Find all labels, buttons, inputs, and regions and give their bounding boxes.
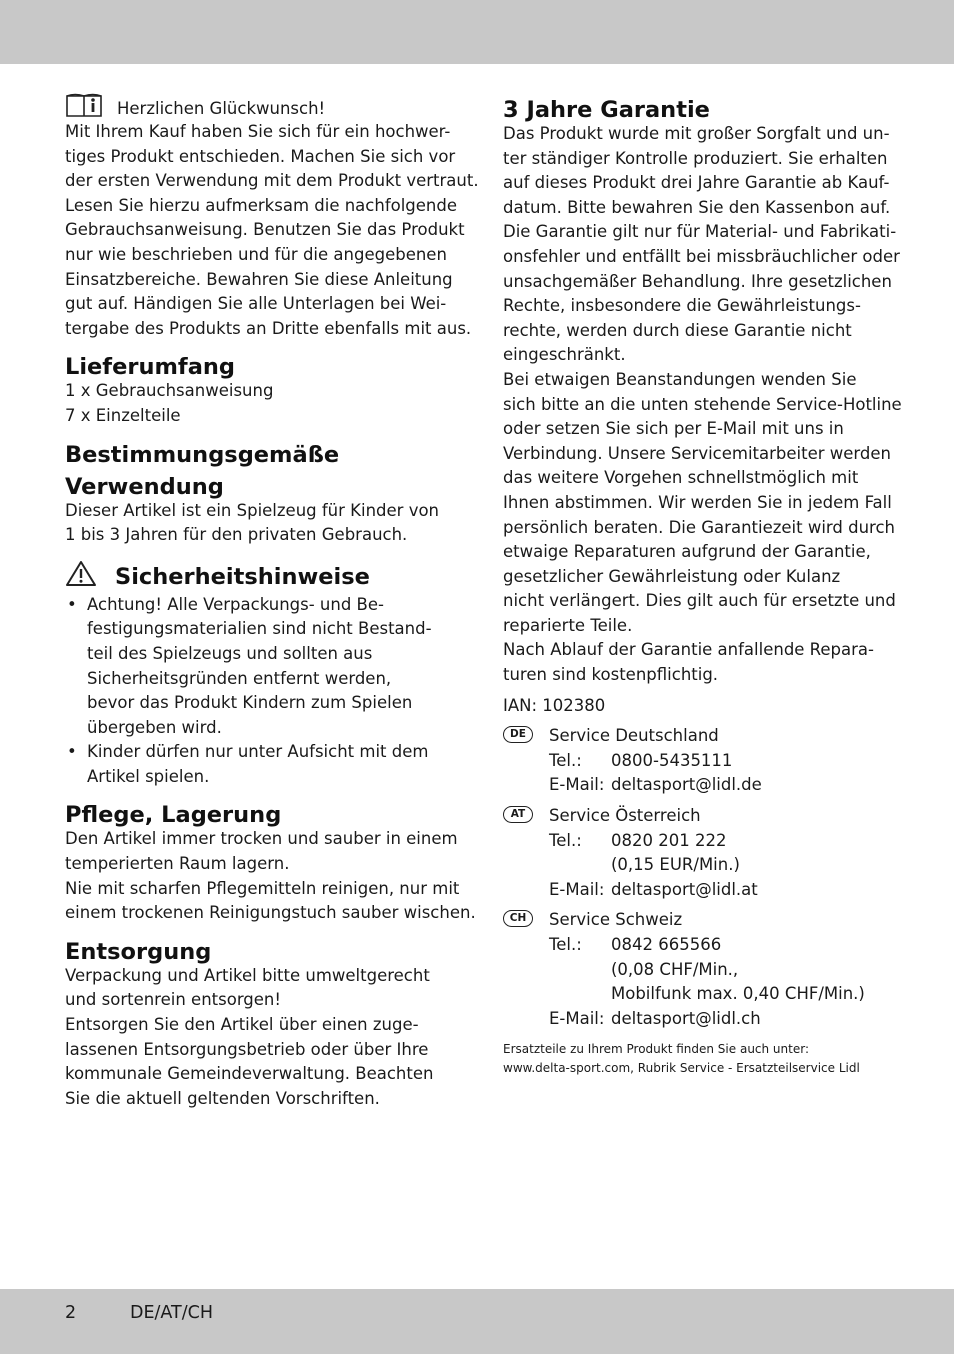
service-phone-rate: (0,08 CHF/Min., <box>611 959 739 979</box>
flag-at-icon: AT <box>503 806 533 823</box>
language-code: DE/AT/CH <box>130 1303 214 1323</box>
ian-number: IAN: 102380 <box>503 695 606 715</box>
right-column <box>503 94 903 1078</box>
lieferumfang-item: 7 x Einzelteile <box>65 405 181 425</box>
garantie-text: Das Produkt wurde mit großer Sorgfalt und un- ter ständiger Kontrolle produziert. Sie erhalten auf dieses Produkt drei Jahre Garantie ab Kauf- datum. Bitte bewahren Sie den Kassenbon auf. Die Garantie gilt nur für Material- und Fabrikati- onsfehler und entfällt bei missbräuchlicher oder unsachgemäßer Behandlung. Ihre gesetzlichen Rechte, insbesondere die Gewährleistungs- rechte, werden durch diese Garantie nicht eingeschränkt. Bei etwaigen Beanstandungen wenden Sie sich bitte an die unten stehende Service-Hotline oder setzen Sie sich per E-Mail mit uns in Verbindung. Unsere Servicemitarbeiter werden das weitere Vorgehen schnellstmöglich mit Ihnen abstimmen. Wir werden Sie in jedem Fall persönlich beraten. Die Garantiezeit wird durch etwaige Reparaturen aufgrund der Garantie, gesetzlicher Gewährleistung oder Kulanz nicht verlängert. Dies gilt auch für ersetzte und reparierte Teile. Nach Ablauf der Garantie anfallende Repara- turen sind kostenpflichtig. <box>503 124 902 685</box>
safety-bullet: • Kinder dürfen nur unter Aufsicht mit dem Artikel spielen. <box>65 740 460 789</box>
garantie-heading: 3 Jahre Garantie <box>503 97 710 123</box>
intro-section <box>65 92 479 341</box>
service-phone-rate: Mobilfunk max. 0,40 CHF/Min.) <box>611 984 865 1004</box>
header-band <box>0 0 954 64</box>
left-column <box>65 92 479 1111</box>
service-phone-rate: (0,15 EUR/Min.) <box>611 855 740 875</box>
ersatzteile-note: Ersatzteile zu Ihrem Produkt finden Sie auch unter: www.delta-sport.com, Rubrik Service - Ersatzteilservice Lidl <box>503 1042 860 1076</box>
bestimmung-heading: Bestimmungsgemäße Verwendung <box>65 441 340 500</box>
pflege-heading: Pflege, Lagerung <box>65 802 282 829</box>
service-de: DE Service Deutschland Tel.: 0800-5435111 E-Mail: deltasport@lidl.de <box>503 724 903 798</box>
entsorgung-section <box>65 936 460 1112</box>
sicherheit-heading: Sicherheitshinweise <box>65 560 460 596</box>
service-at: AT Service Österreich Tel.: 0820 201 222 (0,15 EUR/Min.) E-Mail: deltasport@lidl.at <box>503 804 903 902</box>
entsorgung-text: Verpackung und Artikel bitte umweltgerecht und sortenrein entsorgen! Entsorgen Sie den Artikel über einen zuge- lassenen Entsorgungsbetrieb oder über Ihre kommunale Gemeindeverwaltung. Beachten Sie die aktuell geltenden Vorschriften. <box>65 965 434 1108</box>
service-name: Service Schweiz <box>549 910 683 930</box>
lieferumfang-heading: Lieferumfang <box>65 354 236 381</box>
bestimmung-section <box>65 439 460 548</box>
service-name: Service Österreich <box>549 806 701 826</box>
lieferumfang-item: 1 x Gebrauchsanweisung <box>65 381 274 401</box>
pflege-section <box>65 799 476 925</box>
service-ch: CH Service Schweiz Tel.: 0842 665566 (0,08 CHF/Min., Mobilfunk max. 0,40 CHF/Min.) E-Mail: deltasport@lidl.ch <box>503 908 903 1031</box>
entsorgung-heading: Entsorgung <box>65 938 212 965</box>
warning-triangle-icon <box>65 560 97 596</box>
service-phone: 0800-5435111 <box>611 750 733 770</box>
service-email[interactable]: deltasport@lidl.ch <box>611 1008 761 1028</box>
bestimmung-text: Dieser Artikel ist ein Spielzeug für Kinder von 1 bis 3 Jahren für den privaten Gebrauch. <box>65 500 440 545</box>
page-number: 2 <box>65 1303 77 1323</box>
service-phone: 0842 665566 <box>611 935 722 954</box>
intro-title: Herzlichen Glückwunsch! <box>117 99 326 118</box>
service-email[interactable]: deltasport@lidl.at <box>611 879 758 899</box>
service-name: Service Deutschland <box>549 726 719 746</box>
safety-bullet: • Achtung! Alle Verpackungs- und Be- festigungsmaterialien sind nicht Bestand- teil des Spielzeugs und sollten aus Sicherheitsgründen entfernt werden, bevor das Produkt Kindern zum Spielen übergeben wird. <box>65 593 460 741</box>
service-phone: 0820 201 222 <box>611 830 727 850</box>
sicherheit-section <box>65 560 460 790</box>
flag-ch-icon: CH <box>503 910 533 927</box>
lieferumfang-section <box>65 351 460 428</box>
service-email[interactable]: deltasport@lidl.de <box>611 775 762 795</box>
intro-text: Mit Ihrem Kauf haben Sie sich für ein hochwer- tiges Produkt entschieden. Machen Sie sich vor der ersten Verwendung mit dem Produkt vertraut. Lesen Sie hierzu aufmerksam die nachfolgende Gebrauchsanweisung. Benutzen Sie das Produkt nur wie beschrieben und für die angegebenen Einsatzbereiche. Bewahren Sie diese Anleitung gut auf. Händigen Sie alle Unterlagen bei Wei- tergabe des Produkts an Dritte ebenfalls mit aus. <box>65 122 479 338</box>
flag-de-icon: DE <box>503 726 533 743</box>
pflege-text: Den Artikel immer trocken und sauber in einem temperierten Raum lagern. Nie mit scharfen Pflegemitteln reinigen, nur mit einem trockenen Reinigungstuch sauber wischen. <box>65 829 476 923</box>
